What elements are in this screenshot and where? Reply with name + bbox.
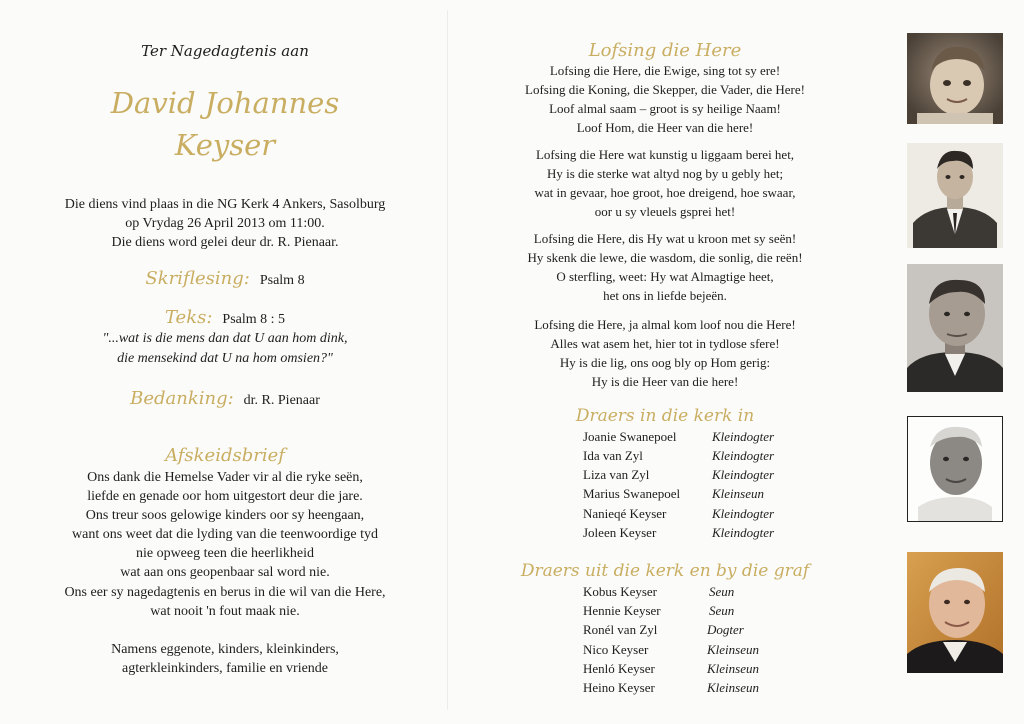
hymn-line: Hy is die sterke wat altyd nog by u gebly het; bbox=[546, 166, 784, 181]
reading-value: Psalm 8 bbox=[259, 273, 305, 288]
elderly-man-photo bbox=[907, 552, 1003, 673]
bearer-relation: Seun bbox=[709, 603, 735, 618]
hymn-line: wat in gevaar, hoe groot, hoe dreigend, hoe swaar, bbox=[534, 185, 796, 200]
bearer-relation: Kleinseun bbox=[712, 486, 764, 501]
bearer-relation: Kleindogter bbox=[712, 467, 775, 482]
hymn-line: Lofsing die Koning, die Skepper, die Vader, die Here! bbox=[525, 82, 805, 97]
bearer-name: Liza van Zyl bbox=[583, 467, 650, 482]
text-label: Teks: bbox=[164, 307, 213, 328]
thanks-value: dr. R. Pienaar bbox=[243, 393, 320, 408]
bearer-in-row bbox=[490, 465, 840, 484]
bearer-in-row bbox=[490, 427, 840, 446]
farewell-line: Ons treur soos gelowige kinders oor sy heengaan, bbox=[85, 508, 365, 523]
page-fold-line bbox=[447, 10, 448, 710]
hymn-line: Alles wat asem het, hier tot in tydlose sfere! bbox=[550, 336, 780, 351]
bearer-out-row bbox=[490, 678, 840, 697]
hymn-line: Loof almal saam – groot is sy heilige Naam! bbox=[549, 101, 781, 116]
bearer-name: Ida van Zyl bbox=[583, 448, 643, 463]
farewell-line: Ons eer sy nagedagtenis en berus in die wil van die Here, bbox=[64, 585, 386, 600]
bearer-in-row bbox=[490, 446, 840, 465]
service-line-3: Die diens word gelei deur dr. R. Pienaar. bbox=[111, 235, 339, 250]
bearer-name: Hennie Keyser bbox=[583, 603, 661, 618]
hymn-line: het ons in liefde bejeën. bbox=[603, 288, 727, 303]
intro-line: Ter Nagedagtenis aan bbox=[141, 42, 309, 60]
closing-line-1: Namens eggenote, kinders, kleinkinders, bbox=[111, 642, 339, 657]
bearers-out-title: Draers uit die kerk en by die graf bbox=[520, 561, 810, 581]
quote-line-2: die mensekind dat U na hom omsien?" bbox=[117, 351, 333, 366]
bearer-name: Henló Keyser bbox=[583, 661, 655, 676]
hymn-line: Lofsing die Here wat kunstig u liggaam berei het, bbox=[535, 147, 795, 162]
hymn-line: Hy is die lig, ons oog bly op Hom gerig: bbox=[559, 355, 771, 370]
bearer-name: Joanie Swanepoel bbox=[583, 429, 677, 444]
hymn-line: Lofsing die Here, ja almal kom loof nou die Here! bbox=[534, 317, 796, 332]
bearer-relation: Kleinseun bbox=[707, 642, 759, 657]
farewell-line: wat aan ons geopenbaar sal word nie. bbox=[120, 565, 330, 580]
bearer-out-row bbox=[490, 582, 840, 601]
deceased-name-last: Keyser bbox=[174, 128, 276, 162]
hymn-line: Lofsing die Here, dis Hy wat u kroon met sy seën! bbox=[533, 231, 797, 246]
bearer-out-row bbox=[490, 601, 840, 620]
hymn-line: O sterfling, weet: Hy wat Almagtige heet, bbox=[556, 269, 774, 284]
bearer-relation: Kleinseun bbox=[707, 661, 759, 676]
child-photo bbox=[907, 33, 1003, 124]
bearers-in-title: Draers in die kerk in bbox=[575, 406, 755, 426]
service-line-2: op Vrydag 26 April 2013 om 11:00. bbox=[125, 216, 325, 231]
deceased-name-first: David Johannes bbox=[110, 86, 340, 120]
bearer-relation: Dogter bbox=[707, 622, 744, 637]
bearer-name: Nico Keyser bbox=[583, 642, 649, 657]
bearer-relation: Kleindogter bbox=[712, 525, 775, 540]
quote-line-1: "...wat is die mens dan dat U aan hom dink, bbox=[102, 331, 348, 346]
bearer-name: Kobus Keyser bbox=[583, 584, 658, 599]
thanks-label: Bedanking: bbox=[130, 388, 234, 409]
bearer-relation: Kleindogter bbox=[712, 448, 775, 463]
bearer-in-row bbox=[490, 504, 840, 523]
bearer-name: Ronél van Zyl bbox=[583, 622, 658, 637]
bearer-out-row bbox=[490, 640, 840, 659]
bearer-in-row bbox=[490, 484, 840, 503]
text-row bbox=[20, 307, 430, 331]
bearer-relation: Seun bbox=[709, 584, 735, 599]
bearer-relation: Kleinseun bbox=[707, 680, 759, 695]
farewell-line: wat nooit 'n fout maak nie. bbox=[150, 604, 300, 619]
bearer-relation: Kleindogter bbox=[712, 506, 775, 521]
bearer-in-row bbox=[490, 523, 840, 542]
farewell-line: Ons dank die Hemelse Vader vir al die ryke seën, bbox=[87, 470, 363, 485]
hymn-line: oor u sy vleuels gsprei het! bbox=[594, 204, 736, 219]
farewell-line: want ons weet dat die lyding van die teenwoordige tyd bbox=[72, 527, 378, 542]
hymn-title: Lofsing die Here bbox=[588, 40, 742, 61]
older-man-photo bbox=[907, 416, 1003, 522]
reading-row bbox=[20, 268, 430, 292]
thanks-row bbox=[20, 388, 430, 412]
bearer-name: Marius Swanepoel bbox=[583, 486, 681, 501]
bearer-name: Joleen Keyser bbox=[583, 525, 657, 540]
farewell-line: nie opweeg teen die heerlikheid bbox=[135, 546, 315, 561]
hymn-line: Loof Hom, die Heer van die here! bbox=[576, 120, 754, 135]
bearer-relation: Kleindogter bbox=[712, 429, 775, 444]
hymn-line: Hy skenk die lewe, die wasdom, die sonlig, die reën! bbox=[527, 250, 803, 265]
text-value: Psalm 8 : 5 bbox=[222, 312, 286, 327]
middle-aged-man-photo bbox=[907, 264, 1003, 392]
reading-label: Skriflesing: bbox=[145, 268, 250, 289]
farewell-title: Afskeidsbrief bbox=[165, 445, 285, 466]
hymn-line: Lofsing die Here, die Ewige, sing tot sy ere! bbox=[549, 63, 781, 78]
farewell-line: liefde en genade oor hom uitgestort deur die jare. bbox=[87, 489, 363, 504]
bearer-name: Heino Keyser bbox=[583, 680, 655, 695]
bearer-name: Nanieqé Keyser bbox=[583, 506, 667, 521]
closing-line-2: agterkleinkinders, familie en vriende bbox=[121, 661, 329, 676]
hymn-line: Hy is die Heer van die here! bbox=[591, 374, 739, 389]
young-man-photo bbox=[907, 143, 1003, 248]
service-line-1: Die diens vind plaas in die NG Kerk 4 Ankers, Sasolburg bbox=[64, 197, 386, 212]
bearer-out-row bbox=[490, 620, 840, 639]
bearer-out-row bbox=[490, 659, 840, 678]
